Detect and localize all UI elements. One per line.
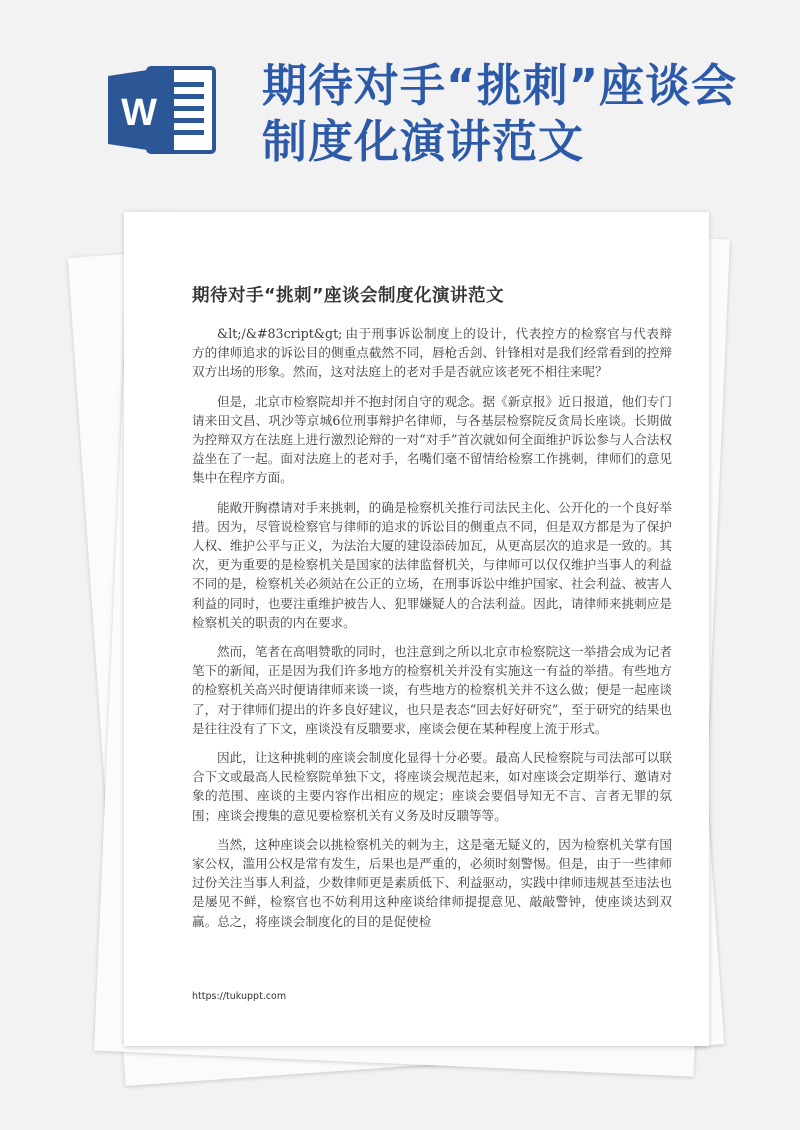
word-icon-letter: W	[121, 92, 157, 134]
paragraph	[192, 324, 672, 382]
document-title: 期待对手“挑刺”座谈会制度化演讲范文	[192, 286, 505, 306]
word-document-icon	[108, 62, 220, 158]
script-tag-text: &lt;/&#83cript&gt;	[217, 326, 343, 341]
paragraph: 然而，笔者在高唱赞歌的同时，也注意到之所以北京市检察院这一举措会成为记者笔下的新闻，正是因为我们许多地方的检察机关并没有实施这一有益的举措。有些地方的检察机关高兴时便请律师来谈一谈，有些地方的检察机关并不这么做；便是一起座谈了，对于律师们提出的许多良好建议，也只是表态“回去好好研究”，至于研究的结果也是往往没有了下文，座谈没有反聩要求，座谈会便在某种程度上流于形式。	[192, 644, 672, 736]
document-page	[124, 212, 709, 1046]
paragraph: 当然，这种座谈会以挑检察机关的刺为主，这是毫无疑义的，因为检察机关掌有国家公权，滥用公权是常有发生，后果也是严重的，必须时刻警惕。但是，由于一些律师过份关注当事人利益，少数律师更是素质低下、利益驱动，实践中律师违规甚至违法也是屡见不鲜，检察官也不妨利用这种座谈给律师提提意见、敲敲警钟，使座谈达到双赢。总之，将座谈会制度化的目的是促使检	[192, 836, 672, 929]
doc-header	[0, 0, 800, 200]
paragraph-text: 由于刑事诉讼制度上的设计，代表控方的检察官与代表辩方的律师追求的诉讼目的侧重点截然不同，唇枪舌剑、针锋相对是我们经常看到的控辩双方出场的形象。然而，这对法庭上的老对手是否就应该老死不相往来呢？	[192, 326, 672, 380]
paragraph: 因此，让这种挑刺的座谈会制度化显得十分必要。最高人民检察院与司法部可以联合下文或最高人民检察院单独下文，将座谈会规范起来，如对座谈会定期举行、邀请对象的范围、座谈的主要内容作出相应的规定；座谈会要倡导知无不言、言者无罪的氛围；座谈会搜集的意见要检察机关有义务及时反聩等等。	[192, 750, 672, 823]
page-heading: 期待对手“挑刺”座谈会制度化演讲范文	[262, 59, 738, 168]
document-body	[192, 324, 672, 941]
paragraph: 但是，北京市检察院却并不抱封闭自守的观念。据《新京报》近日报道，他们专门请来田文昌、巩沙等京城6位刑事辩护名律师，与各基层检察院反贪局长座谈。长期做为控辩双方在法庭上进行激烈论辩的一对“对手”首次就如何全面维护诉讼参与人合法权益坐在了一起。面对法庭上的老对手，名嘴们毫不留情给检察工作挑刺，律师们的意见集中在程序方面。	[192, 393, 672, 486]
paragraph: 能敞开胸襟请对手来挑刺，的确是检察机关推行司法民主化、公开化的一个良好举措。因为，尽管说检察官与律师的追求的诉讼目的侧重点不同，但是双方都是为了保护人权、维护公平与正义，为法治大厦的建设添砖加瓦，从更高层次的追求是一致的。其次，更为重要的是检察机关是国家的法律监督机关，与律师可以仅仅维护当事人的利益不同的是，检察机关必须站在公正的立场，在刑事诉讼中维护国家、社会利益、被害人利益的同时，也要注重维护被告人、犯罪嫌疑人的合法利益。因此，请律师来挑刺应是检察机关的职责的内在要求。	[192, 499, 672, 630]
footer-url[interactable]: https://tukuppt.com	[192, 991, 287, 1002]
